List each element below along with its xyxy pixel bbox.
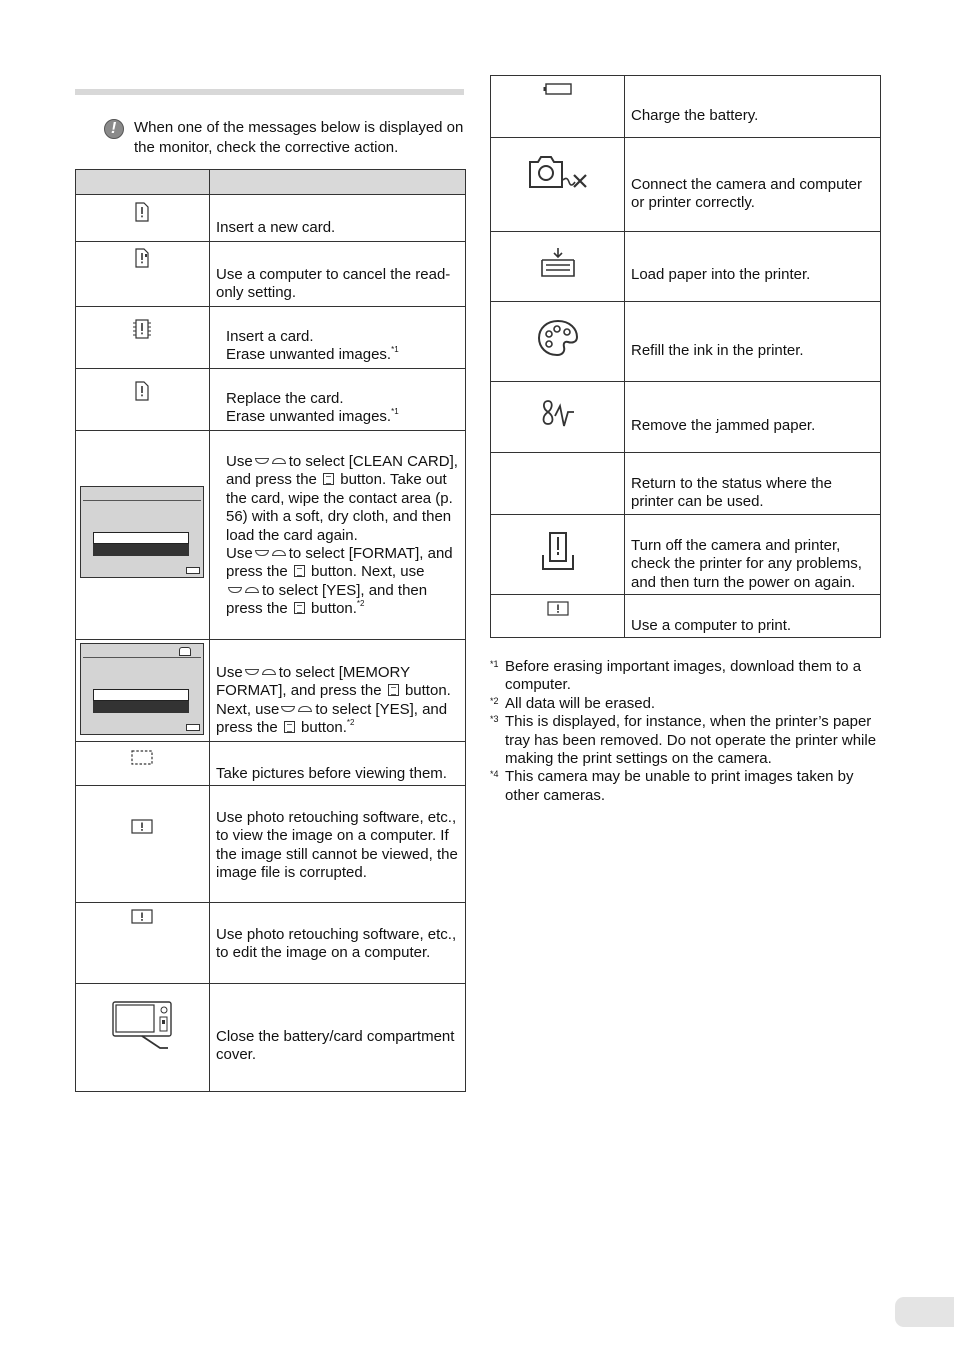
action-text: Insert a new card. xyxy=(216,219,336,236)
table-row xyxy=(76,640,466,742)
action-text: Close the battery/card compartment cover. xyxy=(216,1028,455,1064)
action-text: Charge the battery. xyxy=(631,107,759,124)
table-row xyxy=(76,195,466,242)
action-text: Turn off the camera and printer, check the printer for any problems, and then turn the power on again. xyxy=(631,537,862,591)
footnote: *2 All data will be erased. xyxy=(490,694,656,712)
action-text: Connect the camera and computer or printer correctly. xyxy=(631,176,862,212)
action-text: Erase unwanted images. xyxy=(226,408,392,426)
action-text: Take pictures before viewing them. xyxy=(216,765,447,782)
internal-memory-exclamation-icon xyxy=(76,307,210,369)
no-picture-icon xyxy=(76,742,210,786)
table-row xyxy=(76,307,466,369)
table-row xyxy=(491,76,881,138)
battery-icon xyxy=(186,724,200,731)
card-exclamation-icon xyxy=(76,369,210,431)
ok-button-icon xyxy=(323,473,334,485)
arrow-buttons-icon xyxy=(253,456,289,466)
table-row xyxy=(76,903,466,984)
intro-text: When one of the messages below is displayed on the monitor, check the corrective action. xyxy=(134,119,464,156)
table-row xyxy=(76,984,466,1092)
table-row xyxy=(76,369,466,431)
battery-icon xyxy=(186,567,200,574)
ok-button-icon xyxy=(284,721,295,733)
ok-button-icon xyxy=(294,602,305,614)
table-row xyxy=(491,595,881,638)
arrow-buttons-icon xyxy=(279,704,315,714)
arrow-buttons-icon xyxy=(253,548,289,558)
printer-error-icon xyxy=(491,515,625,595)
picture-error-icon xyxy=(76,903,210,984)
table-row xyxy=(76,242,466,307)
footnote: *3 This is displayed, for instance, when the printer’s paper tray has been removed. Do not operate the printer while making the print settings on the camera. xyxy=(490,713,877,768)
card-lock-exclamation-icon xyxy=(76,242,210,307)
empty-icon-cell xyxy=(491,453,625,515)
memory-setup-screen xyxy=(76,640,210,742)
arrow-buttons-icon xyxy=(226,585,262,595)
paper-jam-icon xyxy=(491,382,625,453)
picture-error-icon xyxy=(76,786,210,903)
battery-empty-icon xyxy=(491,76,625,138)
header-corrective-action xyxy=(210,170,466,195)
action-text: Refill the ink in the printer. xyxy=(631,342,804,359)
battery-card-cover-icon xyxy=(76,984,210,1092)
action-text: Replace the card. xyxy=(226,390,344,407)
action-text: Load paper into the printer. xyxy=(631,266,811,283)
action-text: Use to select [MEMORY FORMAT], and press the button. Next, use to select [YES], and press the button.$^{*2}$ xyxy=(216,664,451,737)
action-text: Erase unwanted images. xyxy=(226,346,392,364)
action-text: Return to the status where the printer can be used. xyxy=(631,475,832,511)
card-exclamation-icon xyxy=(76,195,210,242)
table-row xyxy=(491,453,881,515)
action-text: Use photo retouching software, etc., to edit the image on a computer. xyxy=(216,926,457,962)
table-row xyxy=(491,515,881,595)
table-row xyxy=(491,138,881,232)
table-row xyxy=(491,382,881,453)
action-text: Insert a card. xyxy=(226,328,314,345)
action-text: Use photo retouching software, etc., to view the image on a computer. If the image still cannot be viewed, the image file is corrupted. xyxy=(216,809,458,882)
footnote-ref: *2 xyxy=(346,718,355,728)
footnote-ref: *2 xyxy=(356,599,365,609)
footnote-ref: *1 xyxy=(391,407,399,417)
table-header xyxy=(76,170,466,195)
action-text: Remove the jammed paper. xyxy=(631,417,816,434)
footnote: *4 This camera may be unable to print images taken by other cameras. xyxy=(490,768,854,804)
section-header-bar xyxy=(75,89,464,95)
arrow-buttons-icon xyxy=(243,667,279,677)
table-row xyxy=(491,232,881,302)
no-connection-icon xyxy=(491,138,625,232)
no-ink-icon xyxy=(491,302,625,382)
table-row xyxy=(76,742,466,786)
footnote-ref: *1 xyxy=(391,345,399,355)
action-text: Use a computer to cancel the read-only setting. xyxy=(216,266,451,302)
ok-button-icon xyxy=(388,684,399,696)
left-message-table xyxy=(75,169,466,1092)
footnotes xyxy=(490,658,885,805)
table-row xyxy=(76,431,466,640)
ok-button-icon xyxy=(294,565,305,577)
footnote: *1 Before erasing important images, download them to a computer. xyxy=(490,658,862,694)
caution-icon xyxy=(104,119,124,139)
page-tab xyxy=(895,1297,954,1327)
table-row xyxy=(491,302,881,382)
cannot-print-icon xyxy=(491,595,625,638)
camera-screen-illustration xyxy=(80,643,204,735)
table-row xyxy=(76,786,466,903)
right-message-table xyxy=(490,75,881,638)
card-setup-screen xyxy=(76,431,210,640)
action-text: Use a computer to print. xyxy=(631,617,792,634)
header-monitor-indication xyxy=(76,170,210,195)
action-text: Use to select [CLEAN CARD], and press the button. Take out the card, wipe the contact area (p. 56) with a soft, dry cloth, and then load the card again. Use to select [FORMAT], and press the button. Next, useto select [YES], and then press the button.$^{*2}$ xyxy=(226,453,458,618)
no-paper-icon xyxy=(491,232,625,302)
camera-screen-illustration xyxy=(80,486,204,578)
